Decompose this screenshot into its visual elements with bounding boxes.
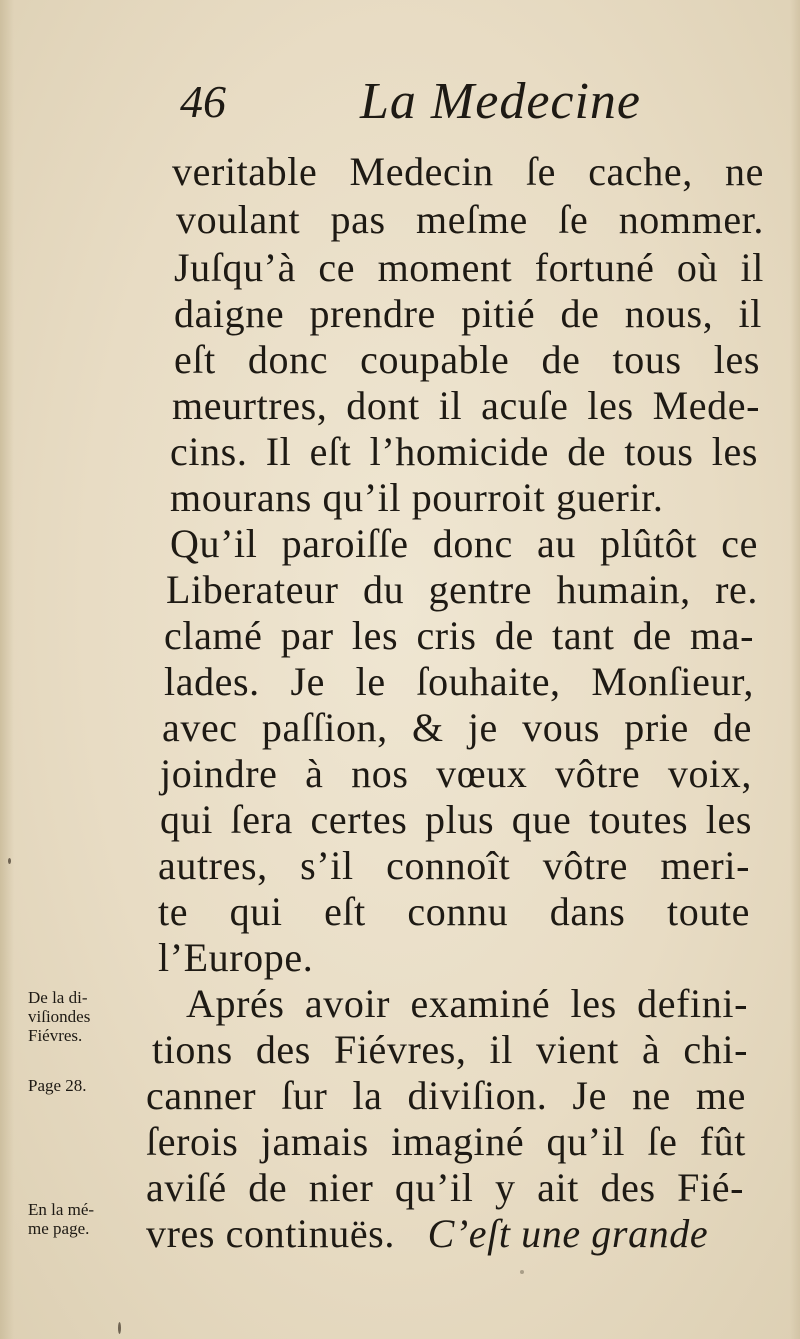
paper-speck xyxy=(118,1322,121,1334)
margin-note-line: En la mé- xyxy=(28,1200,95,1219)
text-line: aviſé de nier qu’il y ait des Fié- xyxy=(146,1165,744,1210)
text-line: te qui eſt connu dans toute xyxy=(158,889,750,934)
text-line: autres, s’il connoît vôtre meri- xyxy=(158,843,750,888)
text-line: clamé par les cris de tant de ma- xyxy=(164,613,754,658)
text-line: cins. Il eſt l’homicide de tous les xyxy=(170,429,758,474)
page-edge-right xyxy=(790,0,800,1339)
text-line: avec paſſion, & je vous prie de xyxy=(162,705,752,750)
text-line: daigne prendre pitié de nous, il xyxy=(174,291,762,336)
text-line: mourans qu’il pourroit guerir. xyxy=(170,475,664,520)
running-title: La Medecine xyxy=(360,73,642,130)
text-line: Qu’il paroiſſe donc au plûtôt ce xyxy=(170,521,758,566)
page-number: 46 xyxy=(180,76,226,127)
text-line-last xyxy=(146,1210,708,1258)
page-edge-left xyxy=(0,0,14,1339)
page-header xyxy=(180,70,740,134)
text-fragment: vres continuës. xyxy=(146,1211,395,1256)
body-text xyxy=(146,140,770,1260)
paper-speck xyxy=(8,858,11,864)
text-line: tions des Fiévres, il vient à chi- xyxy=(152,1027,748,1072)
text-line: eſt donc coupable de tous les xyxy=(174,337,760,382)
text-line: voulant pas meſme ſe nommer. xyxy=(176,197,764,242)
margin-note-line: Fiévres. xyxy=(28,1026,83,1045)
text-line: ſerois jamais imaginé qu’il ſe fût xyxy=(146,1119,746,1164)
text-line: joindre à nos vœux vôtre voix, xyxy=(160,751,752,796)
text-line: Juſqu’à ce moment fortuné où il xyxy=(174,245,764,290)
margin-note-line: viſiondes xyxy=(28,1007,91,1026)
text-line: meurtres, dont il acuſe les Mede- xyxy=(172,383,760,428)
paper-speck xyxy=(520,1270,524,1274)
text-line: lades. Je le ſouhaite, Monſieur, xyxy=(164,659,754,704)
margin-note-line: De la di- xyxy=(28,988,88,1007)
margin-note-same-page xyxy=(28,1200,140,1238)
margin-note-line: me page. xyxy=(28,1219,90,1238)
text-line: l’Europe. xyxy=(158,935,314,980)
text-line: qui ſera certes plus que toutes les xyxy=(160,797,752,842)
text-line: veritable Medecin ſe cache, ne xyxy=(172,149,764,194)
text-line: Liberateur du gentre humain, re. xyxy=(166,567,758,612)
text-line: Aprés avoir examiné les defini- xyxy=(186,981,748,1026)
margin-note-division xyxy=(28,988,140,1045)
margin-notes xyxy=(28,980,140,1280)
text-line: canner ſur la diviſion. Je ne me xyxy=(146,1073,746,1118)
margin-note-page: Page 28. xyxy=(28,1076,87,1095)
italic-fragment: C’eſt une grande xyxy=(427,1211,709,1256)
